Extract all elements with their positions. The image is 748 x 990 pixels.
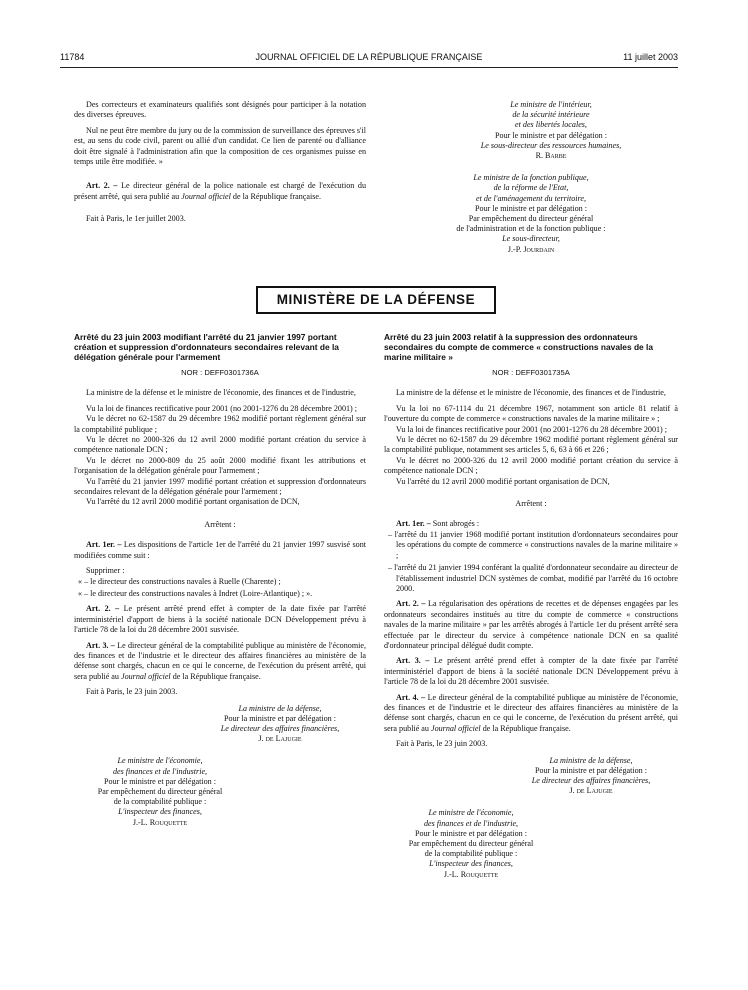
signature-line: Le ministre de l'économie, bbox=[117, 756, 203, 766]
visa: Vu l'arrêté du 12 avril 2000 modifié portant organisation de DCN, bbox=[396, 476, 610, 486]
article-text: La régularisation des opérations de recettes et de dépenses engagées par les ordonnateurs secondaires institués au titre du compte de commerce « constructions navales de la marine militaire » par les arrêtés abrogés à l'article 1er du présent arrêté sera effectuée par le directeur du service à compétence nationale DCN en sa qualité d'ordonnateur principal délégué dudit compte. bbox=[384, 599, 678, 650]
article-label: Art. 2. – bbox=[86, 181, 118, 191]
journal-title: JOURNAL OFFICIEL DE LA RÉPUBLIQUE FRANÇAISE bbox=[255, 52, 483, 62]
signature-block bbox=[194, 704, 366, 745]
article-2 bbox=[74, 604, 366, 635]
visa: Vu la loi de finances rectificative pour 2001 (no 2001-1276 du 28 décembre 2001) ; bbox=[86, 403, 358, 413]
place-date: Fait à Paris, le 23 juin 2003. bbox=[396, 739, 488, 749]
article-text: Le directeur général de la comptabilité publique au ministère de l'économie, des finances et de l'industrie et le directeur des affaires financières au ministère de la défense sont chargés, chacun en ce qui le concerne, de l'exécution du présent arrêté, qui sera publié au bbox=[74, 640, 366, 681]
visa: Vu la loi de finances rectificative pour 2001 (no 2001-1276 du 28 décembre 2001) ; bbox=[396, 424, 668, 434]
signature-line: Pour la ministre et par délégation : bbox=[535, 765, 647, 775]
signatory-name: J.-L. Rouquette bbox=[443, 869, 499, 879]
nor-reference: NOR : DEFF0301736A bbox=[181, 368, 259, 377]
signature-line: Pour le ministre et par délégation : bbox=[415, 828, 527, 838]
arretent-label: Arrêtent : bbox=[515, 499, 547, 509]
paragraph: Nul ne peut être membre du jury ou de la commission de surveillance des épreuves s'il est, au sens du code civil, parent ou allié d'un candidat. Ce lien de parenté ou d'alliance doit être signalé à l'administration afin que la composition de ces organismes puisse en temps utile être modifiée. » bbox=[74, 125, 366, 167]
signature-block bbox=[384, 808, 558, 879]
signatory-name: J.-P. Jourdain bbox=[507, 244, 555, 254]
signature-line: Pour la ministre et par délégation : bbox=[224, 713, 336, 723]
header-rule bbox=[60, 67, 678, 68]
visa: Vu le décret no 62-1587 du 29 décembre 1962 modifié portant règlement général sur la comptabilité publique ; bbox=[74, 414, 366, 434]
list-item: « – le directeur des constructions navales à Ruelle (Charente) ; bbox=[78, 576, 281, 586]
signature-line: Le sous-directeur, bbox=[502, 234, 560, 244]
nor-reference: NOR : DEFF0301735A bbox=[492, 368, 570, 377]
signature-line: des finances et de l'industrie, bbox=[423, 818, 519, 828]
signature-block bbox=[384, 173, 678, 255]
visa: Vu l'arrêté du 21 janvier 1997 modifié portant création et suppression d'ordonnateurs secondaires relevant de la délégation générale pour l'armement ; bbox=[74, 476, 366, 497]
previous-article-signatures bbox=[384, 100, 678, 255]
journal-ref: Journal officiel bbox=[120, 671, 171, 681]
place-date: Fait à Paris, le 23 juin 2003. bbox=[86, 687, 178, 697]
signature-block bbox=[504, 756, 678, 797]
visa: Vu le décret no 2000-326 du 12 avril 2000 modifié portant création du service à compétence nationale DCN ; bbox=[384, 455, 678, 476]
signature-line: Pour le ministre et par délégation : bbox=[104, 776, 216, 786]
signature-line: Le ministre de l'économie, bbox=[428, 808, 514, 818]
signatory-name: J.-L. Rouquette bbox=[132, 817, 188, 827]
paragraph: Des correcteurs et examinateurs qualifiés sont désignés pour participer à la notation des diverses épreuves. bbox=[74, 100, 366, 120]
article-title: Arrêté du 23 juin 2003 modifiant l'arrêté du 21 janvier 1997 portant création et suppression d'ordonnateurs secondaires relevant de la délégation générale pour l'armement bbox=[74, 332, 339, 362]
signatory-name: J. de Lajugie bbox=[258, 734, 302, 744]
journal-ref: Journal officiel bbox=[181, 191, 231, 201]
preamble: La ministre de la défense et le ministre de l'économie, des finances et de l'industrie, bbox=[396, 388, 666, 398]
previous-article-end bbox=[74, 100, 366, 230]
signature-block bbox=[424, 100, 678, 161]
left-article bbox=[74, 332, 366, 828]
article-1 bbox=[74, 540, 366, 561]
signature-line: Le directeur des affaires financières, bbox=[220, 723, 340, 733]
page-header bbox=[60, 52, 678, 66]
deleted-list bbox=[74, 577, 366, 600]
article-4 bbox=[384, 693, 678, 735]
supprimer-label: Supprimer : bbox=[86, 566, 125, 576]
signature-line: La ministre de la défense, bbox=[549, 755, 633, 765]
article-3 bbox=[384, 656, 678, 687]
signature-line: de la réforme de l'Etat, bbox=[493, 183, 569, 193]
signature-line: de la sécurité intérieure bbox=[512, 110, 590, 120]
abrogated-list bbox=[384, 530, 678, 594]
visa: Vu la loi no 67-1114 du 21 décembre 1967, notamment son article 81 relatif à l'ouverture du compte de commerce « constructions navales de la marine militaire » ; bbox=[384, 403, 678, 424]
signature-block bbox=[74, 756, 246, 827]
visa: Vu l'arrêté du 12 avril 2000 modifié portant organisation de DCN, bbox=[86, 497, 300, 507]
article-text: de la République française. bbox=[230, 191, 322, 201]
signature-line: de la comptabilité publique : bbox=[424, 849, 518, 859]
article-2 bbox=[384, 599, 678, 651]
signature-line: L'inspecteur des finances, bbox=[118, 807, 202, 817]
article-text: de la République française. bbox=[480, 723, 571, 733]
list-item: – l'arrêté du 21 janvier 1994 conférant la qualité d'ordonnateur secondaire au directeur de l'établissement industriel DCN systèmes de combat, modifié par l'arrêté du 16 octobre 2000. bbox=[388, 563, 678, 593]
signature-line: de la comptabilité publique : bbox=[113, 797, 207, 807]
page-number: 11784 bbox=[60, 52, 85, 62]
article-text: Le présent arrêté prend effet à compter de la date fixée par l'arrêté interministériel d'apport de biens à la société nationale DCN Développement prévu à l'article 78 de la loi du 28 décembre 2001 susvisée. bbox=[74, 604, 366, 635]
article-label: Art. 3. – bbox=[396, 656, 430, 666]
article-title: Arrêté du 23 juin 2003 relatif à la suppression des ordonnateurs secondaires du compte de commerce « constructions navales de la marine militaire » bbox=[384, 332, 654, 362]
article-2 bbox=[74, 181, 366, 202]
article-text: Les dispositions de l'article 1er de l'arrêté du 21 janvier 1997 susvisé sont modifiées comme suit : bbox=[74, 540, 366, 560]
signature-line: et des libertés locales, bbox=[515, 120, 587, 130]
visa: Vu le décret no 2000-326 du 12 avril 2000 modifié portant création du service à compétence nationale DCN ; bbox=[74, 435, 366, 455]
article-label: Art. 3. – bbox=[86, 640, 115, 650]
signature-line: Le ministre de la fonction publique, bbox=[473, 173, 589, 183]
article-text: de la République française. bbox=[170, 671, 261, 681]
signature-line: de l'administration et de la fonction publique : bbox=[456, 224, 606, 234]
article-1 bbox=[384, 519, 678, 529]
ministry-banner-area bbox=[60, 284, 678, 314]
signatory-name: R. Barbe bbox=[535, 151, 567, 161]
visa: Vu le décret no 62-1587 du 29 décembre 1962 modifié portant règlement général sur la comptabilité publique, notamment ses articles 5, 6, 63 à 66 et 226 ; bbox=[384, 435, 678, 455]
signature-line: Par empêchement du directeur général bbox=[97, 786, 223, 796]
signature-line: Le ministre de l'intérieur, bbox=[510, 100, 592, 109]
signature-line: des finances et de l'industrie, bbox=[112, 766, 208, 776]
issue-date: 11 juillet 2003 bbox=[623, 52, 678, 62]
signatory-name: J. de Lajugie bbox=[569, 786, 613, 796]
list-item: – l'arrêté du 11 janvier 1968 modifié portant institution d'ordonnateurs secondaires pour les opérations du compte de commerce « constructions navales de la marine militaire » ; bbox=[388, 529, 678, 560]
signature-line: Par empêchement du directeur général bbox=[408, 839, 534, 849]
article-label: Art. 2. – bbox=[86, 604, 120, 614]
article-label: Art. 4. – bbox=[396, 692, 426, 702]
article-text: Sont abrogés : bbox=[430, 519, 480, 529]
arretent-label: Arrêtent : bbox=[204, 519, 236, 529]
signature-line: Le directeur des affaires financières, bbox=[531, 776, 651, 785]
signature-line: Le sous-directeur des ressources humaines, bbox=[480, 140, 622, 150]
article-text: Le directeur général de la comptabilité publique au ministère de l'économie, des finances et de l'industrie et le directeur des affaires financières au ministère de la défense sont chargés, chacun en ce qui le concerne, de l'exécution du présent arrêté, qui sera publié au bbox=[384, 692, 678, 733]
list-item: « – le directeur des constructions navales à Indret (Loire-Atlantique) ; ». bbox=[78, 588, 313, 598]
article-3 bbox=[74, 641, 366, 683]
article-label: Art. 2. – bbox=[396, 599, 426, 609]
preamble: La ministre de la défense et le ministre de l'économie, des finances et de l'industrie, bbox=[86, 388, 356, 398]
right-article bbox=[384, 332, 678, 880]
signature-line: La ministre de la défense, bbox=[238, 703, 322, 713]
article-text: Le présent arrêté prend effet à compter de la date fixée par l'arrêté interministériel d'apport de biens à la société nationale DCN Développement prévu à l'article 78 de la loi du 28 décembre 2001 susvisée. bbox=[384, 656, 678, 687]
ministry-banner: MINISTÈRE DE LA DÉFENSE bbox=[256, 286, 496, 314]
signature-line: Pour le ministre et par délégation : bbox=[475, 203, 587, 213]
article-text: Le directeur général de la police nationale est chargé de l'exécution du présent arrêté, qui sera publié au bbox=[74, 181, 367, 201]
place-date: Fait à Paris, le 1er juillet 2003. bbox=[86, 214, 186, 224]
visa: Vu le décret no 2000-809 du 25 août 2000 modifié fixant les attributions et l'organisation de la délégation générale pour l'armement ; bbox=[74, 455, 366, 476]
signature-line: L'inspecteur des finances, bbox=[429, 859, 513, 869]
article-label: Art. 1er. – bbox=[86, 540, 122, 550]
signature-line: et de l'aménagement du territoire, bbox=[476, 193, 586, 203]
journal-ref: Journal officiel bbox=[430, 723, 481, 733]
article-label: Art. 1er. – bbox=[396, 519, 431, 529]
signature-line: Pour le ministre et par délégation : bbox=[495, 130, 607, 140]
signature-line: Par empêchement du directeur général bbox=[468, 214, 594, 224]
